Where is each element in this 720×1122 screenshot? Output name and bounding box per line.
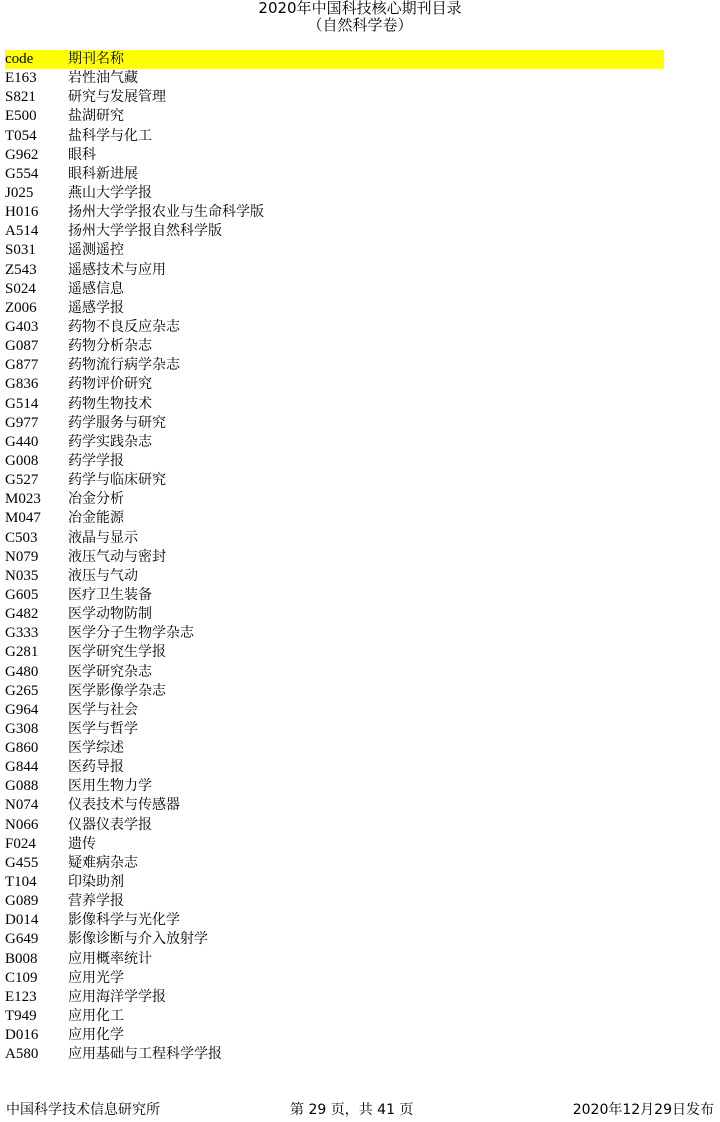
journal-code: G308 xyxy=(5,720,39,737)
journal-name: 遥感信息 xyxy=(68,280,124,297)
table-row xyxy=(5,643,664,662)
journal-name: 扬州大学学报自然科学版 xyxy=(68,223,222,240)
journal-code: T104 xyxy=(5,874,37,891)
journal-code: E123 xyxy=(5,988,37,1005)
journal-name: 影像诊断与介入放射学 xyxy=(68,931,208,948)
table-row xyxy=(5,1045,664,1064)
table-row xyxy=(5,739,664,758)
journal-code: S031 xyxy=(5,242,36,259)
journal-table xyxy=(5,50,664,1064)
journal-code: G440 xyxy=(5,433,39,450)
journal-name: 液压气动与密封 xyxy=(68,548,166,565)
journal-name: 盐湖研究 xyxy=(68,108,124,125)
table-row xyxy=(5,261,664,280)
journal-name: 遥测遥控 xyxy=(68,242,124,259)
table-row xyxy=(5,835,664,854)
journal-code: N066 xyxy=(5,816,39,833)
journal-code: B008 xyxy=(5,950,38,967)
journal-name: 仪器仪表学报 xyxy=(68,816,152,833)
footer-publish-date: 2020年12月29日发布 xyxy=(572,1102,714,1118)
journal-code: Z543 xyxy=(5,261,37,278)
table-row xyxy=(5,586,664,605)
journal-name: 影像科学与光化学 xyxy=(68,912,180,929)
journal-name: 冶金能源 xyxy=(68,510,124,527)
journal-name: 医学分子生物学杂志 xyxy=(68,625,194,642)
journal-code: G964 xyxy=(5,701,39,718)
journal-name: 应用光学 xyxy=(68,969,124,986)
journal-code: M047 xyxy=(5,510,41,527)
column-header-name: 期刊名称 xyxy=(68,51,124,67)
table-row xyxy=(5,1007,664,1026)
table-row xyxy=(5,950,664,969)
journal-code: G281 xyxy=(5,644,39,661)
table-row xyxy=(5,414,664,433)
journal-name: 药物分析杂志 xyxy=(68,338,152,355)
table-row xyxy=(5,605,664,624)
journal-name: 研究与发展管理 xyxy=(68,89,166,106)
journal-code: H016 xyxy=(5,204,39,221)
table-row xyxy=(5,892,664,911)
document-header xyxy=(0,0,720,34)
journal-code: G480 xyxy=(5,663,39,680)
journal-code: G527 xyxy=(5,472,39,489)
journal-code: C503 xyxy=(5,529,38,546)
journal-code: G860 xyxy=(5,740,39,757)
journal-code: C109 xyxy=(5,969,38,986)
table-row xyxy=(5,69,664,88)
journal-code: M023 xyxy=(5,491,41,508)
journal-code: T949 xyxy=(5,1008,37,1025)
journal-name: 液压与气动 xyxy=(68,567,138,584)
table-row xyxy=(5,988,664,1007)
table-row xyxy=(5,930,664,949)
journal-name: 医学与哲学 xyxy=(68,720,138,737)
journal-code: G087 xyxy=(5,338,39,355)
journal-name: 药物流行病学杂志 xyxy=(68,357,180,374)
journal-code: G649 xyxy=(5,931,39,948)
journal-code: G008 xyxy=(5,452,39,469)
table-row xyxy=(5,663,664,682)
journal-code: A514 xyxy=(5,223,39,240)
journal-code: Z006 xyxy=(5,299,37,316)
table-row xyxy=(5,701,664,720)
journal-code: N035 xyxy=(5,567,39,584)
journal-code: G482 xyxy=(5,606,39,623)
table-row xyxy=(5,969,664,988)
footer-page-number: 第 29 页，共 41 页 xyxy=(290,1102,414,1118)
page-footer xyxy=(0,1100,720,1120)
journal-code: G962 xyxy=(5,146,39,163)
table-row xyxy=(5,127,664,146)
journal-name: 应用基础与工程科学学报 xyxy=(68,1046,222,1063)
journal-name: 营养学报 xyxy=(68,893,124,910)
table-row xyxy=(5,1026,664,1045)
table-row xyxy=(5,165,664,184)
journal-code: N079 xyxy=(5,548,39,565)
journal-name: 疑难病杂志 xyxy=(68,854,138,871)
table-row xyxy=(5,816,664,835)
journal-name: 医药导报 xyxy=(68,759,124,776)
journal-code: E500 xyxy=(5,108,37,125)
table-row xyxy=(5,548,664,567)
journal-name: 药学与临床研究 xyxy=(68,472,166,489)
journal-code: E163 xyxy=(5,70,37,87)
journal-code: G605 xyxy=(5,586,39,603)
journal-name: 遗传 xyxy=(68,835,96,852)
journal-code: G403 xyxy=(5,318,39,335)
document-title: 2020年中国科技核心期刊目录 xyxy=(258,0,462,17)
journal-code: G089 xyxy=(5,893,39,910)
table-row xyxy=(5,318,664,337)
table-header-row xyxy=(5,50,664,69)
table-row xyxy=(5,375,664,394)
journal-name: 应用化学 xyxy=(68,1027,124,1044)
journal-name: 医学动物防制 xyxy=(68,606,152,623)
table-row xyxy=(5,777,664,796)
journal-code: D014 xyxy=(5,912,39,929)
journal-name: 药物不良反应杂志 xyxy=(68,318,180,335)
journal-code: G844 xyxy=(5,759,39,776)
journal-code: G088 xyxy=(5,778,39,795)
table-row xyxy=(5,682,664,701)
journal-code: G977 xyxy=(5,414,39,431)
journal-name: 应用海洋学学报 xyxy=(68,988,166,1005)
table-row xyxy=(5,873,664,892)
journal-name: 冶金分析 xyxy=(68,491,124,508)
journal-code: G455 xyxy=(5,854,39,871)
table-row xyxy=(5,356,664,375)
table-row xyxy=(5,222,664,241)
journal-name: 药物评价研究 xyxy=(68,376,152,393)
column-header-code: code xyxy=(5,51,34,67)
journal-code: N074 xyxy=(5,797,39,814)
journal-code: J025 xyxy=(5,184,34,201)
journal-name: 医学研究杂志 xyxy=(68,663,152,680)
journal-code: D016 xyxy=(5,1027,39,1044)
journal-name: 药物生物技术 xyxy=(68,395,152,412)
table-row xyxy=(5,203,664,222)
journal-code: G333 xyxy=(5,625,39,642)
journal-code: T054 xyxy=(5,127,37,144)
table-row xyxy=(5,758,664,777)
table-row xyxy=(5,107,664,126)
journal-code: S821 xyxy=(5,89,36,106)
journal-name: 药学服务与研究 xyxy=(68,414,166,431)
journal-name: 药学学报 xyxy=(68,452,124,469)
journal-code: G836 xyxy=(5,376,39,393)
table-row xyxy=(5,854,664,873)
journal-name: 印染助剂 xyxy=(68,874,124,891)
table-row xyxy=(5,395,664,414)
journal-name: 盐科学与化工 xyxy=(68,127,152,144)
journal-code: A580 xyxy=(5,1046,39,1063)
table-row xyxy=(5,184,664,203)
table-row xyxy=(5,280,664,299)
table-row xyxy=(5,529,664,548)
journal-name: 遥感学报 xyxy=(68,299,124,316)
journal-code: G514 xyxy=(5,395,39,412)
journal-name: 扬州大学学报农业与生命科学版 xyxy=(68,204,264,221)
journal-name: 液晶与显示 xyxy=(68,529,138,546)
journal-name: 岩性油气藏 xyxy=(68,70,138,87)
journal-code: G877 xyxy=(5,357,39,374)
footer-publisher: 中国科学技术信息研究所 xyxy=(6,1102,160,1118)
table-row xyxy=(5,471,664,490)
journal-name: 医学与社会 xyxy=(68,701,138,718)
journal-name: 眼科 xyxy=(68,146,96,163)
journal-name: 眼科新进展 xyxy=(68,165,138,182)
journal-name: 医疗卫生装备 xyxy=(68,586,152,603)
journal-name: 仪表技术与传感器 xyxy=(68,797,180,814)
journal-name: 医用生物力学 xyxy=(68,778,152,795)
table-row xyxy=(5,490,664,509)
journal-code: S024 xyxy=(5,280,36,297)
journal-name: 应用概率统计 xyxy=(68,950,152,967)
journal-name: 医学影像学杂志 xyxy=(68,682,166,699)
journal-name: 燕山大学学报 xyxy=(68,184,152,201)
journal-name: 医学综述 xyxy=(68,740,124,757)
table-row xyxy=(5,911,664,930)
table-row xyxy=(5,299,664,318)
document-subtitle: （自然科学卷） xyxy=(307,16,413,34)
table-row xyxy=(5,146,664,165)
journal-name: 应用化工 xyxy=(68,1008,124,1025)
table-row xyxy=(5,509,664,528)
table-row xyxy=(5,796,664,815)
table-row xyxy=(5,624,664,643)
table-body xyxy=(5,69,664,1064)
table-row xyxy=(5,337,664,356)
journal-name: 医学研究生学报 xyxy=(68,644,166,661)
table-row xyxy=(5,720,664,739)
table-row xyxy=(5,452,664,471)
journal-name: 药学实践杂志 xyxy=(68,433,152,450)
journal-code: G265 xyxy=(5,682,39,699)
journal-code: G554 xyxy=(5,165,39,182)
table-row xyxy=(5,241,664,260)
table-row xyxy=(5,567,664,586)
journal-name: 遥感技术与应用 xyxy=(68,261,166,278)
journal-code: F024 xyxy=(5,835,36,852)
table-row xyxy=(5,88,664,107)
table-row xyxy=(5,433,664,452)
